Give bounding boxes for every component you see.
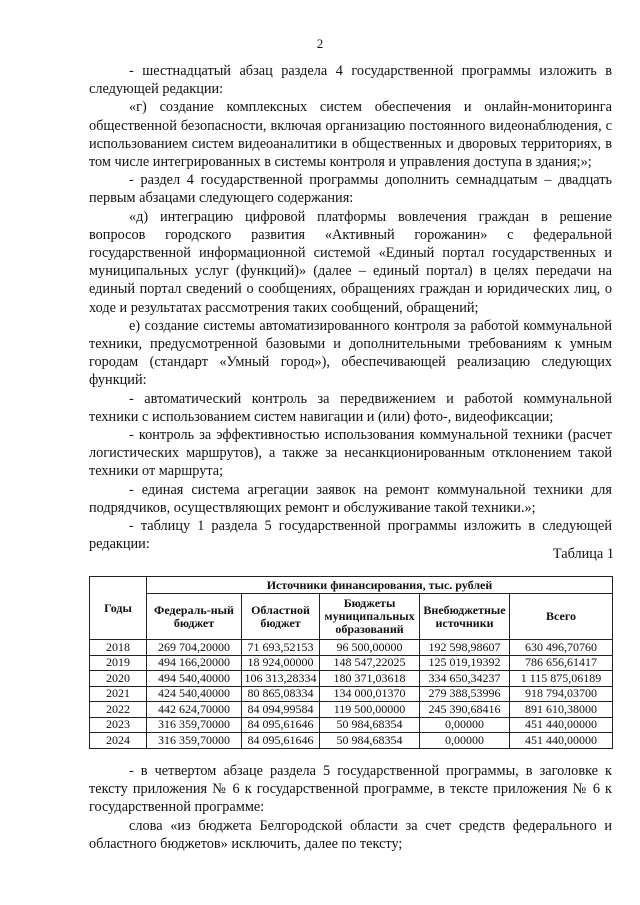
paragraph: - автоматический контроль за передвижением и работой коммунальной техники с использованием систем навигации и (или) фото-, видеофиксации;	[89, 390, 612, 425]
cell-regional: 84 094,99584	[242, 702, 320, 718]
paragraph: - раздел 4 государственной программы дополнить семнадцатым – двадцать первым абзацами следующего содержания:	[89, 172, 612, 207]
header-federal: Федераль-ный бюджет	[147, 594, 242, 640]
cell-municipal: 96 500,00000	[320, 640, 420, 656]
cell-extrabudget: 334 650,34237	[420, 671, 510, 687]
cell-regional: 106 313,28334	[242, 671, 320, 687]
table-row	[90, 733, 613, 749]
cell-municipal: 50 984,68354	[320, 733, 420, 749]
cell-federal: 494 166,20000	[147, 655, 242, 671]
paragraph: е) создание системы автоматизированного контроля за работой коммунальной техники, предусмотренной базовыми и дополнительными требованиям к умным городам (стандарт «Умный город»), обеспечивающей реализацию следующих функций:	[89, 317, 612, 389]
financing-table	[89, 576, 613, 749]
cell-extrabudget: 125 019,19392	[420, 655, 510, 671]
cell-total: 451 440,00000	[510, 733, 613, 749]
cell-extrabudget: 0,00000	[420, 717, 510, 733]
paragraph: «г) создание комплексных систем обеспечения и онлайн-мониторинга общественной безопасности, включая организацию постоянного видеонаблюдения, с использованием систем видеоаналитики в общественных и дворовых территориях, в том числе интегрированных в системы контроля и управления доступа в здания;»;	[89, 99, 612, 171]
cell-municipal: 134 000,01370	[320, 686, 420, 702]
cell-federal: 424 540,40000	[147, 686, 242, 702]
cell-extrabudget: 279 388,53996	[420, 686, 510, 702]
paragraph: слова «из бюджета Белгородской области за счет средств федерального и областного бюджетов» исключить, далее по тексту;	[89, 817, 612, 852]
header-extrabudget: Внебюджетные источники	[420, 594, 510, 640]
cell-year: 2022	[90, 702, 147, 718]
cell-federal: 316 359,70000	[147, 717, 242, 733]
cell-federal: 316 359,70000	[147, 733, 242, 749]
table-row	[90, 702, 613, 718]
cell-extrabudget: 192 598,98607	[420, 640, 510, 656]
cell-municipal: 148 547,22025	[320, 655, 420, 671]
table-row	[90, 640, 613, 656]
cell-regional: 18 924,00000	[242, 655, 320, 671]
page-number: 2	[316, 36, 324, 51]
cell-total: 1 115 875,06189	[510, 671, 613, 687]
cell-federal: 442 624,70000	[147, 702, 242, 718]
header-municipal: Бюджеты муниципальных образований	[320, 594, 420, 640]
cell-year: 2024	[90, 733, 147, 749]
cell-total: 786 656,61417	[510, 655, 613, 671]
cell-extrabudget: 0,00000	[420, 733, 510, 749]
cell-regional: 84 095,61646	[242, 733, 320, 749]
paragraph: - таблицу 1 раздела 5 государственной программы изложить в следующей редакции:	[89, 518, 612, 553]
cell-year: 2018	[90, 640, 147, 656]
paragraph: «д) интеграцию цифровой платформы вовлечения граждан в решение вопросов городского развития «Активный горожанин» с федеральной государственной информационной системой «Единый портал государственных и муниципальных услуг (функций)» (далее – единый портал) в целях передачи на единый портал сведений о сообщениях, обращениях граждан и юридических лиц, о ходе и результатах рассмотрения таких сообщений, обращений;	[89, 208, 612, 316]
document-body-after-table	[89, 762, 612, 853]
cell-year: 2023	[90, 717, 147, 733]
cell-regional: 84 095,61646	[242, 717, 320, 733]
table-row	[90, 655, 613, 671]
paragraph: - шестнадцатый абзац раздела 4 государственной программы изложить в следующей редакции:	[89, 63, 612, 98]
cell-year: 2021	[90, 686, 147, 702]
header-total: Всего	[510, 594, 613, 640]
table-row	[90, 717, 613, 733]
cell-federal: 494 540,40000	[147, 671, 242, 687]
paragraph: - контроль за эффективностью использования коммунальной техники (расчет логистических маршрутов), а также за несанкционированным отклонением такой техники от маршрута;	[89, 427, 612, 480]
cell-municipal: 50 984,68354	[320, 717, 420, 733]
header-regional: Областной бюджет	[242, 594, 320, 640]
cell-year: 2019	[90, 655, 147, 671]
cell-regional: 80 865,08334	[242, 686, 320, 702]
cell-total: 891 610,38000	[510, 702, 613, 718]
table-caption: Таблица 1	[552, 546, 614, 562]
cell-federal: 269 704,20000	[147, 640, 242, 656]
paragraph: - в четвертом абзаце раздела 5 государственной программы, в заголовке к тексту приложения № 6 к государственной программе, в тексте приложения № 6 к государственной программе:	[89, 763, 612, 816]
cell-total: 630 496,70760	[510, 640, 613, 656]
cell-total: 918 794,03700	[510, 686, 613, 702]
cell-total: 451 440,00000	[510, 717, 613, 733]
document-body	[89, 62, 612, 553]
cell-municipal: 180 371,03618	[320, 671, 420, 687]
table-row	[90, 686, 613, 702]
header-years: Годы	[90, 577, 147, 640]
header-group: Источники финансирования, тыс. рублей	[147, 577, 613, 594]
cell-year: 2020	[90, 671, 147, 687]
cell-municipal: 119 500,00000	[320, 702, 420, 718]
table-row	[90, 671, 613, 687]
cell-extrabudget: 245 390,68416	[420, 702, 510, 718]
paragraph: - единая система агрегации заявок на ремонт коммунальной техники для подрядчиков, осуществляющих ремонт и обслуживание такой техники.»;	[89, 481, 612, 516]
cell-regional: 71 693,52153	[242, 640, 320, 656]
